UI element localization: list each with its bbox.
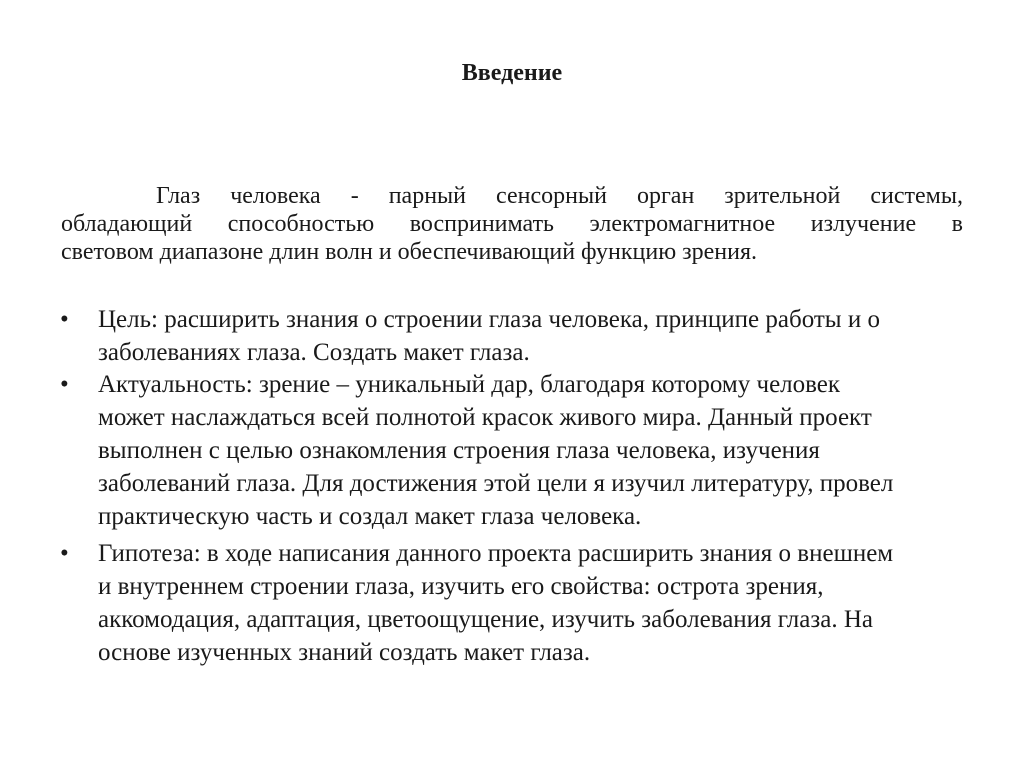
bullet-line: Цель: расширить знания о строении глаза человека, принципе работы и о bbox=[98, 306, 880, 333]
bullet-icon: • bbox=[60, 306, 69, 333]
bullet-line: может наслаждаться всей полнотой красок живого мира. Данный проект bbox=[98, 404, 872, 431]
bullet-line: и внутреннем строении глаза, изучить его свойства: острота зрения, bbox=[98, 573, 824, 600]
bullet-icon: • bbox=[60, 371, 69, 398]
bullet-line: Актуальность: зрение – уникальный дар, благодаря которому человек bbox=[98, 371, 841, 398]
intro-line: обладающий способностью воспринимать электромагнитное излучение в bbox=[61, 211, 963, 237]
bullet-line: Гипотеза: в ходе написания данного проекта расширить знания о внешнем bbox=[98, 540, 894, 567]
intro-line: световом диапазоне длин волн и обеспечивающий функцию зрения. bbox=[61, 239, 757, 265]
bullet-line: основе изученных знаний создать макет глаза. bbox=[98, 639, 591, 666]
bullet-line: заболеваний глаза. Для достижения этой цели я изучил литературу, провел bbox=[98, 470, 894, 497]
intro-line: Глаз человека - парный сенсорный орган зрительной системы, bbox=[156, 183, 963, 209]
bullet-line: выполнен с целью ознакомления строения глаза человека, изучения bbox=[98, 437, 820, 464]
bullet-line: практическую часть и создал макет глаза человека. bbox=[98, 503, 642, 530]
bullet-line: аккомодация, адаптация, цветоощущение, изучить заболевания глаза. На bbox=[98, 606, 873, 633]
intro-paragraph bbox=[61, 182, 963, 266]
slide-title: Введение bbox=[461, 60, 563, 86]
bullet-line: заболеваниях глаза. Создать макет глаза. bbox=[98, 339, 530, 366]
bullet-icon: • bbox=[60, 540, 69, 567]
